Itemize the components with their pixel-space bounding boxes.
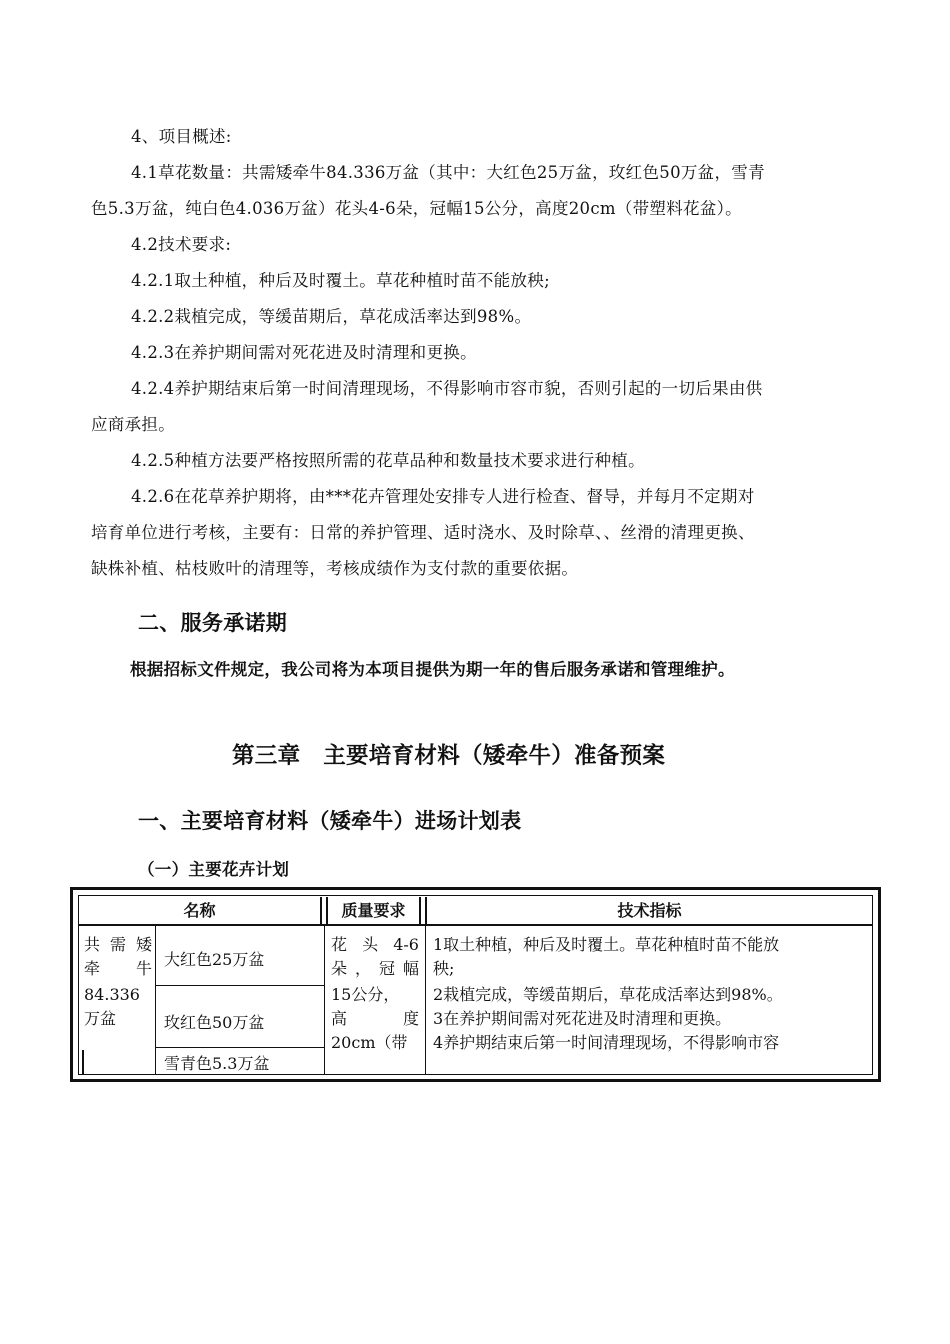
quality-line-2: 朵，冠幅 [331, 959, 419, 978]
body-col-line-1 [155, 926, 156, 1075]
table-inner-left [78, 895, 79, 1075]
header-sep-2a [419, 897, 421, 924]
color-lilac: 雪青色5.3万盆 [164, 1054, 270, 1073]
tech-cell-line-5: 4养护期结束后第一时间清理现场，不得影响市容 [433, 1033, 780, 1052]
tech-item-6-line2: 培育单位进行考核，主要有：日常的养护管理、适时浇水、及时除草、、丝滑的清理更换、 [91, 523, 755, 542]
subsection-heading: （一）主要花卉计划 [138, 860, 290, 879]
name-cell-line-1: 共需矮 [84, 935, 152, 954]
quality-line-3: 15公分， [331, 985, 400, 1004]
table-inner-right [872, 895, 873, 1075]
table-border-left [70, 887, 73, 1082]
name-cell-line-3: 84.336 [84, 985, 140, 1004]
row-sep-2 [155, 1047, 324, 1048]
tech-item-3: 4.2.3在养护期间需对死花进及时清理和更换。 [131, 343, 477, 362]
color-red: 大红色25万盆 [164, 950, 265, 969]
tech-requirements-heading: 4.2技术要求: [131, 235, 232, 254]
chapter-title: 第三章 主要培育材料（矮牵牛）准备预案 [232, 743, 666, 769]
table-inner-top [78, 895, 873, 896]
tech-cell-line-4: 3在养护期间需对死花进及时清理和更换。 [433, 1009, 732, 1028]
paragraph-flower-quantity-line2: 色5.3万盆，纯白色4.036万盆）花头4-6朵，冠幅15公分，高度20cm（带塑料花盆）。 [91, 199, 742, 218]
quality-line-5: 20cm（带 [331, 1033, 408, 1052]
tech-item-4-line2: 应商承担。 [91, 415, 175, 434]
service-text: 根据招标文件规定，我公司将为本项目提供为期一年的售后服务承诺和管理维护。 [130, 660, 735, 679]
overview-heading: 4、项目概述: [131, 127, 232, 146]
tech-item-6-line3: 缺株补植、枯枝败叶的清理等，考核成绩作为支付款的重要依据。 [91, 559, 579, 578]
row-sep-1 [155, 985, 324, 986]
tech-item-4-line1: 4.2.4养护期结束后第一时间清理现场，不得影响市容市貌，否则引起的一切后果由供 [131, 379, 763, 398]
section-heading: 一、主要培育材料（矮牵牛）进场计划表 [138, 809, 522, 833]
name-cell-line-4: 万盆 [84, 1009, 117, 1028]
header-sep-1a [320, 897, 322, 924]
color-rose: 玫红色50万盆 [164, 1013, 265, 1032]
table-border-right [878, 887, 881, 1082]
paragraph-flower-quantity-line1: 4.1草花数量：共需矮牵牛84.336万盆（其中：大红色25万盆，玫红色50万盆，雪青 [131, 163, 765, 182]
table-header-name: 名称 [183, 901, 216, 920]
tech-item-1: 4.2.1取土种植，种后及时覆土。草花种植时苗不能放秧; [131, 271, 550, 290]
tech-cell-line-3: 2栽植完成，等缓苗期后，草花成活率达到98%。 [433, 985, 783, 1004]
table-border-top [70, 887, 881, 890]
tech-cell-line-1: 1取土种植，种后及时覆土。草花种植时苗不能放 [433, 935, 780, 954]
table-header-quality: 质量要求 [341, 901, 406, 920]
service-heading: 二、服务承诺期 [138, 611, 288, 635]
body-col-line-2 [324, 926, 325, 1075]
tech-item-6-line1: 4.2.6在花草养护期将，由***花卉管理处安排专人进行检查、督导，并每月不定期对 [131, 487, 755, 506]
left-tail-mark [82, 1050, 84, 1075]
quality-line-1: 花头4-6 [331, 935, 419, 954]
name-cell-line-2: 牵 牛 [84, 959, 152, 978]
tech-item-5: 4.2.5种植方法要严格按照所需的花草品种和数量技术要求进行种植。 [131, 451, 645, 470]
table-header-tech: 技术指标 [617, 901, 682, 920]
tech-cell-line-2: 秧; [433, 959, 455, 978]
table-border-bottom [70, 1079, 881, 1082]
table-header-divider [78, 924, 873, 926]
body-col-line-3 [425, 926, 426, 1075]
tech-item-2: 4.2.2栽植完成，等缓苗期后，草花成活率达到98%。 [131, 307, 532, 326]
quality-line-4: 高 度 [331, 1009, 419, 1028]
